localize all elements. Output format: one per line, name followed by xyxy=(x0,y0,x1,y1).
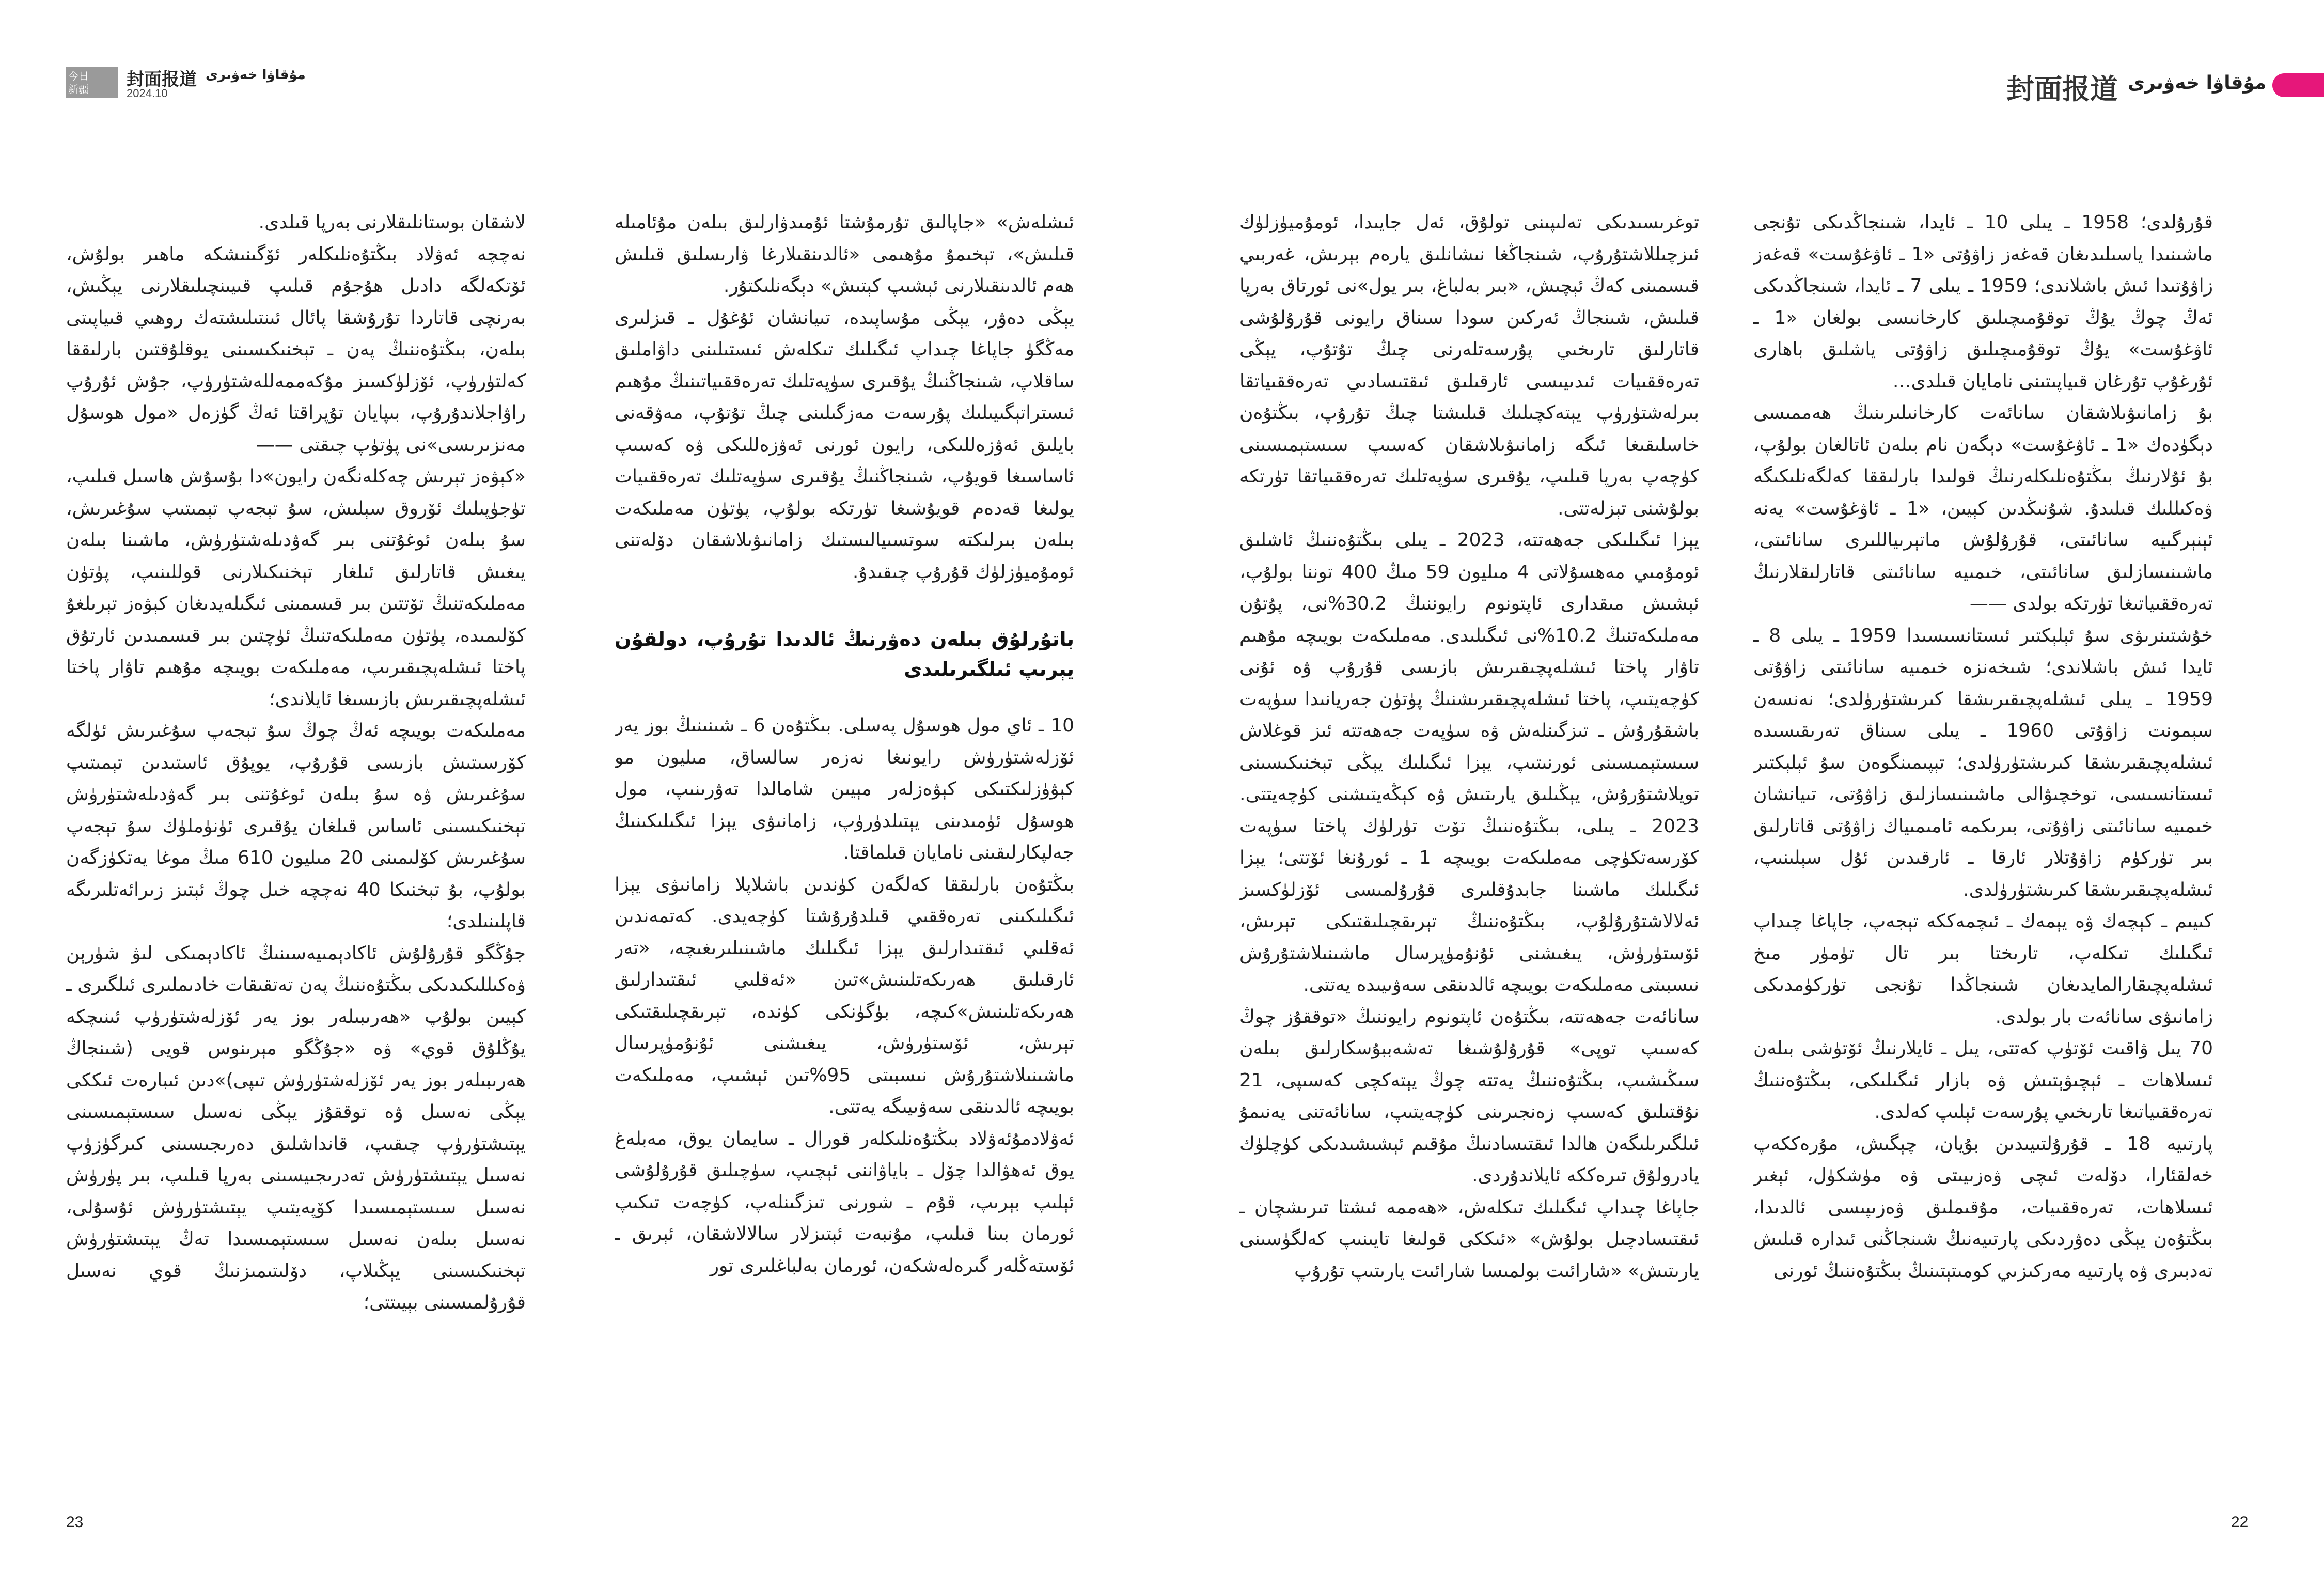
paragraph: 70 يىل ۋاقىت ئۆتۈپ كەتتى، يىل ـ ئايلارنىڭ ئۆتۈشى بىلەن ئىسلاھات ـ ئېچىۋېتىش ۋە بازار ئىگىلىكى، بىڭتۇەننىڭ تەرەققىياتىغا تارىخىي پۇرسەت ئېلىپ كەلدى. xyxy=(1753,1038,2213,1123)
section-title-left: مۇقاۋا خەۋىرى xyxy=(206,67,306,83)
section-accent-bar xyxy=(2272,73,2324,97)
page-number-right: 22 xyxy=(2231,1514,2249,1531)
logo-line-2: 新疆 xyxy=(68,83,89,96)
paragraph: توغرىسىدىكى تەلىپىنى تولۇق، ئەل جايىدا، ئومۇميۈزلۈك ئىزچىللاشتۇرۇپ، شىنجاڭغا نىشانلىق يارەم بېرىش، غەربىي قىسمىنى كەڭ ئېچىش، «بىر بەلباغ، بىر يول»نى ئورتاق بەرپا قىلىش، شىنجاڭ ئەركىن سودا سىناق رايونى قۇرۇلۇشى قاتارلىق تارىخىي پۇرسەتلەرنى چىڭ تۇتۇپ، يېڭى تەرەققىيات ئىدىيىسى ئارقىلىق ئىقتىسادىي تەرەققىياتقا بىرلەشتۈرۈپ يېتەكچىلىك قىلىشتا چىڭ تۇرۇپ، بىڭتۇەن خاسلىقىغا ئىگە زامانىۋىلاشقان كەسىپ سىستېمىسىنى كۈچەپ بەرپا قىلىپ، يۇقىرى سۈپەتلىك تەرەققىياتقا تۈرتكە بولۇشنى تېزلەتتى. xyxy=(1239,212,1699,519)
paragraph: بىڭتۇەن بارلىققا كەلگەن كۈندىن باشلاپلا زامانىۋى يېزا ئىگىلىكىنى تەرەققىي قىلدۇرۇشتا كۈچەيدى. كەتمەندىن ئەقلىي ئىقتىدارلىق يېزا ئىگىلىك ماشىنىلىرىغىچە، «تەر ئارقىلىق ھەرىكەتلىنىش»تىن «ئەقلىي ئىقتىدارلىق ھەرىكەتلىنىش»كىچە، بۈگۈنكى كۈندە، تېرىقچىلىقتىكى تېرىش، ئۆستۈرۈش، يىغىشنى ئۇنۇمۈپرسال ماشىنىلاشتۇرۇش نىسبىتى 95%تىن ئېشىپ، مەملىكەت بويىچە ئالدىنقى سەۋىيىگە يەتتى. xyxy=(615,874,1074,1117)
paragraph: پارتىيە 18 ـ قۇرۇلتىيىدىن بۇيان، چېگىش، مۇرەككەپ خەلقئارا، دۆلەت ئىچى ۋەزىيىتى ۋە مۈشكۈل، ئېغىر ئىسلاھات، تەرەققىيات، مۇقىملىق ۋەزىپىسى ئالدىدا، بىڭتۇەن يېڭى دەۋردىكى پارتىيەنىڭ شىنجاڭنى ئىدارە قىلىش تەدبىرى ۋە پارتىيە مەركىزىي كومىتېتىنىڭ بىڭتۇەننىڭ ئورنى xyxy=(1753,1133,2213,1282)
paragraph: «كېۋەز تېرىش چەكلەنگەن رايون»دا بۇسۇش ھاسىل قىلىپ، تۈجۈپىلىك ئۆروق سېلىش، سۇ تېجەپ تېمىتىپ سۇغىرىش، سۇ بىلەن ئوغۇتنى بىر گەۋدىلەشتۈرۈش، ماشىنا بىلەن يىغىش قاتارلىق ئىلغار تېخنىكىلارنى قوللىنىپ، پۈتۈن مەملىكەتنىڭ تۆتتىن بىر قىسمىنى ئىگىلەيدىغان كېۋەز تېرىلغۇ كۆلىمىدە، پۈتۈن مەملىكەتنىڭ ئۈچتىن بىر قىسمىدىن ئارتۇق پاختا ئىشلەپچىقىرىپ، مەملىكەت بويىچە مۇھىم تاۋار پاختا ئىشلەپچىقىرىش بازىسىغا ئايلاندى؛ xyxy=(66,466,526,710)
paragraph: خۇشتىنرىۋى سۇ ئېلېكتىر ئىستانسىسىدا 1959 ـ يىلى 8 ـ ئايدا ئىش باشلاندى؛ شىخەنزە خىمىيە سانائىتى زاۋۇتى 1959 ـ يىلى ئىشلەپچىقىرىشقا كىرىشتۈرۈلدى؛ نەنسەن سېمونت زاۋۇتى 1960 ـ يىلى سىناق تەرىقىسىدە ئىشلەپچىقىرىشقا كىرىشتۈرۈلدى؛ تېپىمىنگوەن سۇ ئېلېكتىر ئىستانسىسى، توخچىۋالى ماشىنىسازلىق زاۋۇتى، تىيانشان خىمىيە سانائىتى زاۋۇتى، بىرىكمە ئامىمىياك زاۋۇتى قاتارلىق بىر تۈركۈم زاۋۇتلار ئارقا ـ ئارقىدىن ئۇل سېلىنىپ، ئىشلەپچىقىرىشقا كىرىشتۈرۈلدى. xyxy=(1753,625,2213,900)
page-number-left: 23 xyxy=(66,1514,84,1531)
paragraph: ئىشلەش» «جاپالىق تۇرمۇشتا ئۇمىدۋارلىق بىلەن مۇئامىلە قىلىش»، تېخىمۇ مۇھىمى «ئالدىنقىلارغا ۋارىسلىق قىلىش ھەم ئالدىنقىلارنى ئېشىپ كېتىش» دېگەنلىكتۇر. xyxy=(615,212,1074,297)
article-column-3 xyxy=(615,207,1074,1508)
magazine-logo xyxy=(66,67,118,98)
paragraph: 10 ـ ئاي مول ھوسۇل پەسلى. بىڭتۇەن 6 ـ شىنىنىڭ بوز يەر ئۆزلەشتۈرۈش رايونىغا نەزەر سالساق، مىليون مو كېۋۈزلىكتىكى كېۋەزلەر مېيىن شامالدا تەۋرىنىپ، مول ھوسۇل ئۈمىدىنى يېتىلدۈرۈپ، زامانىۋى يېزا ئىگىلىكىنىڭ جەلپكارلىقىنى نامايان قىلماقتا. xyxy=(615,715,1074,863)
section-heading: باتۇرلۇق بىلەن دەۋرنىڭ ئالدىدا تۇرۇپ، دولقۇن يېرىپ ئىلگىرىلىدى xyxy=(615,628,1074,680)
paragraph: كىيىم ـ كېچەك ۋە يېمەك ـ ئىچمەككە تېجەپ، جاپاغا چىداپ ئىگىلىك تىكلەپ، تارىختا بىر تال تۈمۈر مىخ ئىشلەپچىقارالمايدىغان شىنجاڭدا تۇنجى تۈركۈمدىكى زامانىۋى سانائەت بار بولدى. xyxy=(1753,911,2213,1027)
article-column-1 xyxy=(1753,207,2213,1508)
paragraph: ئەۋلادمۇئەۋلاد بىڭتۇەنلىكلەر قورال ـ سايمان يوق، مەبلەغ يوق ئەھۋالدا چۆل ـ باياۋاننى ئېچىپ، سۈچىلىق قۇرۇلۇشى ئېلىپ بېرىپ، قۇم ـ شورنى تىزگىنلەپ، كۈچەت تىكىپ ئورمان بىنا قىلىپ، مۇنبەت ئېتىزلار سالالاشقان، ئېرىق ـ ئۆستەڭلەر گىرەلەشكەن، ئورمان بەلباغلىرى تور xyxy=(615,1128,1074,1276)
paragraph: لاشقان بوستانلىقلارنى بەرپا قىلدى. xyxy=(258,212,526,233)
article-column-2 xyxy=(1239,207,1699,1508)
section-title-right: مۇقاۋا خەۋىرى xyxy=(2128,72,2267,94)
issue-date: 2024.10 xyxy=(127,87,168,100)
paragraph: نەچچە ئەۋلاد بىڭتۇەنلىكلەر ئۆگىنىشكە ماھىر بولۇش، ئۆتكەلگە دادىل ھۇجۇم قىلىپ قىيىنچىلىقلارنى يېڭىش، بەرنچى قاتاردا تۇرۇشقا پائال ئىنتىلىشتەك روھىي قىياپىتى بىلەن، بىڭتۇەننىڭ پەن ـ تېخنىكىسىنى يوقلۇقتىن بارلىققا كەلتۈرۈپ، ئۆزلۈكسىز مۇكەممەللەشتۈرۈپ، جۇش ئۇرۇپ راۋاجلاندۇرۇپ، بىپايان تۇپراقتا ئەڭ گۈزەل «مول ھوسۇل مەنزىرىسى»نى پۈتۈپ چىقتى —— xyxy=(66,243,526,456)
paragraph: جاپاغا چىداپ ئىگىلىك تىكلەش، «ھەممە ئىشتا تىرىشچان ـ ئىقتىسادچىل بولۇش» «ئىككى قولىغا تايىنىپ كەلگۈسىنى يارىتىش» «شارائىت بولمىسا شارائىت يارىتىپ تۇرۇپ xyxy=(1239,1196,1699,1282)
logo-line-1: 今日 xyxy=(68,70,89,82)
paragraph: يېزا ئىگىلىكى جەھەتتە، 2023 ـ يىلى بىڭتۇەننىڭ ئاشلىق ئومۇمىي مەھسۇلاتى 4 مىليون 59 مىڭ 400 توننا بولۇپ، ئېشىش مىقدارى ئاپتونوم رايوننىڭ 30.2%نى، پۇتۇن مەملىكەتنىڭ 10.2%نى ئىگىلىدى. مەملىكەت بويىچە مۇھىم تاۋار پاختا ئىشلەپچىقىرىش بازىسى قۇرۇپ ۋە ئۇنى كۈچەيتىپ، پاختا ئىشلەپچىقىرىشنىڭ پۈتۈن جەريانىدا سۈپەت باشقۇرۇش ـ تىزگىنلەش ۋە سۈپەت جەھەتتە ئىز قوغلاش سىستېمىسىنى ئورنىتىپ، يېزا ئىگىلىك يېڭى تېخنىكىسىنى تويلاشتۇرۇش، يېڭىلىق يارىتىش ۋە كېڭەيتىشنى كۈچەيتتى. 2023 ـ يىلى، بىڭتۇەننىڭ تۆت تۈرلۈك پاختا سۈپەت كۆرسەتكۈچى مەملىكەت بويىچە 1 ـ ئورۇنغا ئۆتتى؛ يېزا ئىگىلىك ماشىنا جابدۇقلىرى قۇرۇلمىسى ئۆزلۈكسىز ئەلالاشتۇرۇلۇپ، بىڭتۇەننىڭ تېرىقچىلىقتىكى تېرىش، ئۆستۈرۈش، يىغىشنى ئۇنۇمۈپرسال ماشىنىلاشتۇرۇش نىسبىتى مەملىكەت بويىچە ئالدىنقى سەۋىيىدە يەتتى. xyxy=(1239,530,1699,995)
paragraph: بۇ زامانىۋىلاشقان سانائەت كارخانىلىرىنىڭ ھەممىسى دېگۈدەك «1 ـ ئاۋغۇست» دېگەن نام بىلەن ئاتالغان بولۇپ، بۇ ئۇلارنىڭ بىڭتۇەنلىكلەرنىڭ قولىدا بارلىققا كەلگەنلىكىگە ۋەكىللىك قىلىدۇ. شۇنىڭدىن كېيىن، «1 ـ ئاۋغۇست» يەنە ئېنېرگىيە سانائىتى، قۇرۇلۇش ماتېرىياللىرى سانائىتى، ماشىنىسازلىق سانائىتى، خىمىيە سانائىتى قاتارلىقلارنىڭ تەرەققىياتىغا تۈرتكە بولدى —— xyxy=(1753,402,2213,614)
paragraph: سانائەت جەھەتتە، بىڭتۇەن ئاپتونوم رايوننىڭ «توققۇز چوڭ كەسىپ توپى» قۇرۇلۇشىغا تەشەببۇسكارلىق بىلەن سىڭىشىپ، بىڭتۇەننىڭ يەتتە چوڭ يېتەكچى كەسىپى، 21 نۇقتىلىق كەسىپ زەنجىرىنى كۈچەيتىپ، سانائەتنى يەنىمۇ ئىلگىرىلىگەن ھالدا ئىقتىسادنىڭ مۇقىم ئېشىشىدىكى كۈچلۈك يادرولۇق تىرەككە ئايلاندۇردى. xyxy=(1239,1006,1699,1186)
header-brand-left: 封面报道 xyxy=(127,69,197,90)
header-brand-right: 封面报道 xyxy=(2006,72,2118,105)
paragraph: جۇڭگو قۇرۇلۇش ئاكادېمىيەسىنىڭ ئاكادېمىكى لىۋ شۈرېن ۋەكىللىكىدىكى بىڭتۇەننىڭ پەن تەتقىقات خادىملىرى ئىلگىرى ـ كېيىن بولۇپ «ھەرىبىلەر بوز يەر ئۆزلەشتۈرۈپ ئىنىچكە يۇڭلۇق قوي» ۋە «جۇڭگو مېرىنوس قويى (شىنجاڭ ھەرىبىلەر بوز يەر ئۆزلەشتۈرۈش تىپى)»دىن ئىبارەت ئىككى يېڭى نەسىل ۋە توققۇز يېڭى نەسىل سىستېمىسىنى يېتىشتۈرۈپ چىقىپ، قانداشلىق دەرىجىسىنى كىرگۈزۈپ نەسىل يېتىشتۈرۈش تەدرىجىيسىنى بەرپا قىلىپ، بىر پۈرۈش نەسىل سىستېمىسىدا كۆپەيتىپ يېتىشتۈرۈش ئۇسۇلى، نەسىل بىلەن نەسىل سىستېمىسىدا تەڭ يېتىشتۈرۈش تېخنىكىسىنى يېڭىلاپ، دۆلىتىمىزنىڭ قوي نەسىل قۇرۇلمىسىنى بېيىتتى؛ xyxy=(66,942,526,1313)
paragraph: قۇرۇلدى؛ 1958 ـ يىلى 10 ـ ئايدا، شىنجاڭدىكى تۇنجى ماشىنىدا ياسىلىدىغان قەغەز زاۋۇتى «1 ـ ئاۋغۇست» قەغەز زاۋۇتىدا ئىش باشلاندى؛ 1959 ـ يىلى 7 ـ ئايدا، شىنجاڭدىكى ئەڭ چوڭ يۇڭ توقۇمىچىلىق كارخانىسى بولغان «1 ـ ئاۋغۇست» يۇڭ توقۇمىچىلىق زاۋۇتى ياشلىق باھارى ئۇرغۇپ تۇرغان قىياپىتىنى نامايان قىلدى… xyxy=(1753,212,2213,392)
article-column-4 xyxy=(66,207,526,1508)
paragraph: مەملىكەت بويىچە ئەڭ چوڭ سۇ تېجەپ سۇغىرىش ئۈلگە كۆرسىتىش بازىسى قۇرۇپ، يوپۇق ئاستىدىن تېمىتىپ سۇغىرىش ۋە سۇ بىلەن ئوغۇتنى بىر گەۋدىلەشتۈرۈش تېخنىكىسىنى ئاساس قىلغان يۇقىرى ئۈنۈملۈك سۇ تېجەپ سۇغىرىش كۆلىمىنى 20 مىليون 610 مىڭ موغا يەتكۈزگەن بولۇپ، بۇ تېخنىكا 40 نەچچە خىل چوڭ ئېتىز زىرائەتلىرىگە قاپلىنىلدى؛ xyxy=(66,720,526,932)
paragraph: يېڭى دەۋر، يېڭى مۇساپىدە، تىيانشان ئۇغۇل ـ قىزلىرى مەڭگۈ جاپاغا چىداپ ئىگىلىك تىكلەش ئىستىلىنى داۋاملىق ساقلاپ، شىنجاڭنىڭ يۇقىرى سۈپەتلىك تەرەققىياتىنىڭ مۇھىم ئىستراتېگىيىلىك پۇرسەت مەزگىلىنى چىڭ تۇتۇپ، مەۋقەنى بايلىق ئەۋزەللىكى، رايون ئورنى ئەۋزەللىكى ۋە كەسىپ ئاساسىغا قويۇپ، شىنجاڭنىڭ يۇقىرى سۈپەتلىك تەرەققىيات يولىغا قەدەم قويۇشىغا تۈرتكە بولۇپ، پۈتۈن مەملىكەت بىلەن بىرلىكتە سوتسىيالىستىك زامانىۋىلاشقان دۆلەتنى ئومۇميۈزلۈك قۇرۇپ چىقىدۇ. xyxy=(615,307,1074,583)
